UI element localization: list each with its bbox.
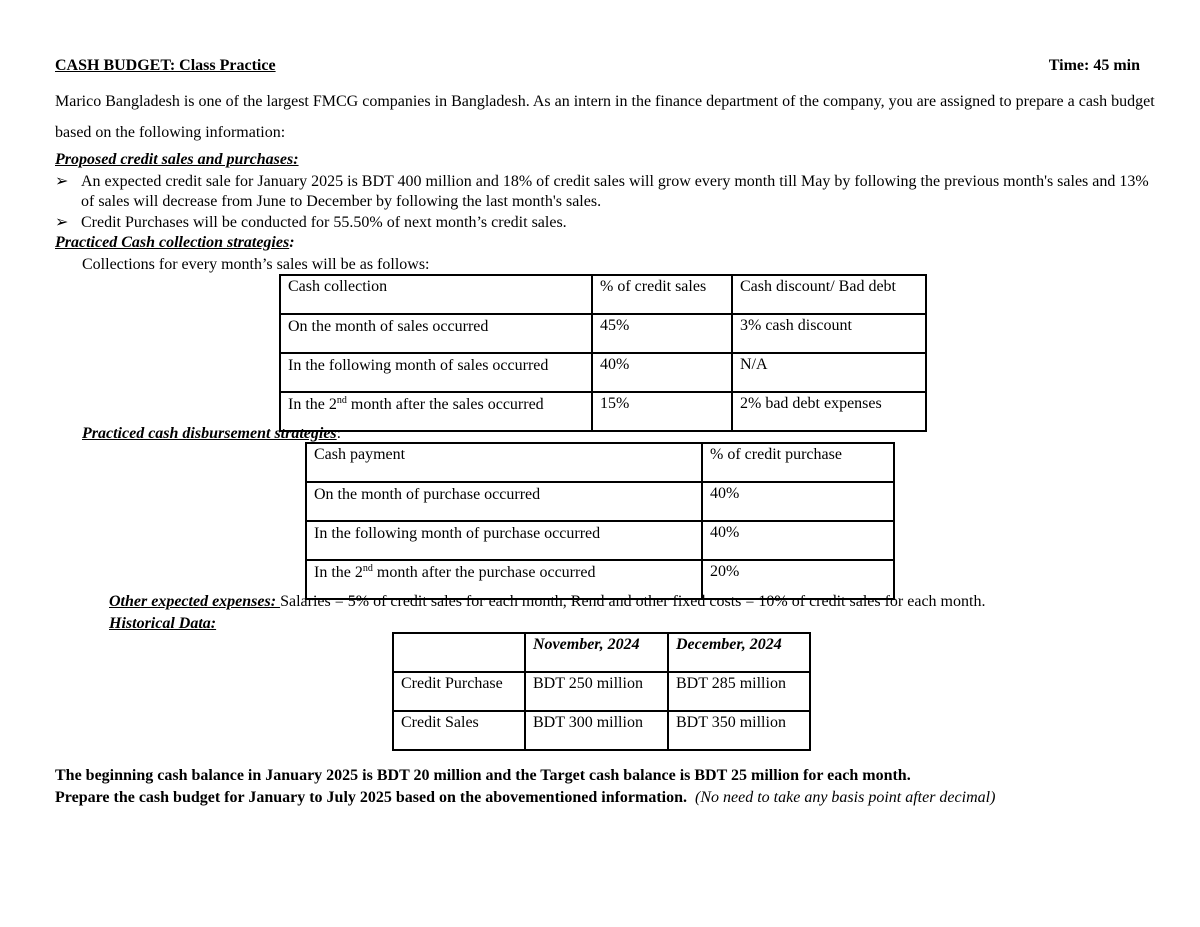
table-header-cell: November, 2024: [525, 633, 668, 672]
table-header-row: [393, 633, 810, 672]
table-cell: BDT 300 million: [525, 711, 668, 750]
historical-heading: Historical Data:: [109, 615, 217, 632]
table-cell: 2% bad debt expenses: [732, 392, 926, 431]
table-header-cell: [393, 633, 525, 672]
table-row: [280, 353, 926, 392]
table-header-cell: Cash discount/ Bad debt: [732, 275, 926, 314]
arrow-bullet-icon: ➢: [55, 173, 69, 190]
table-cell: 40%: [702, 482, 894, 521]
footer-instruction-line: [55, 789, 995, 807]
table-cell: N/A: [732, 353, 926, 392]
footer-balance-line: The beginning cash balance in January 2025 is BDT 20 million and the Target cash balance is BDT 25 million for each month.: [55, 767, 911, 784]
cell-text: On the month of purchase occurred: [314, 486, 541, 503]
collection-heading-text: Practiced Cash collection strategies: [55, 234, 290, 251]
table-row: [280, 392, 926, 431]
table-cell: 15%: [592, 392, 732, 431]
table-cell: 3% cash discount: [732, 314, 926, 353]
table-row: [306, 521, 894, 560]
table-cell: BDT 250 million: [525, 672, 668, 711]
table-header-cell: December, 2024: [668, 633, 810, 672]
table-cell: Credit Purchase: [393, 672, 525, 711]
table-header-cell: Cash collection: [280, 275, 592, 314]
table-cell: 40%: [702, 521, 894, 560]
disbursement-table: [305, 442, 895, 600]
other-expenses-text: Salaries = 5% of credit sales for each month, Rend and other fixed costs = 10% of credit sales for each month.: [280, 593, 986, 610]
table-cell: [306, 482, 702, 521]
table-row: [393, 711, 810, 750]
cell-text: In the following month of purchase occurred: [314, 525, 601, 542]
cell-sup: nd: [336, 395, 347, 406]
table-row: [393, 672, 810, 711]
cell-text: In the following month of sales occurred: [288, 357, 549, 374]
table-cell: BDT 350 million: [668, 711, 810, 750]
table-cell: 45%: [592, 314, 732, 353]
cell-text: On the month of sales occurred: [288, 318, 489, 335]
historical-table: [392, 632, 811, 751]
cell-text: In the 2: [288, 396, 337, 413]
collection-subtext: Collections for every month’s sales will be as follows:: [82, 256, 430, 273]
disbursement-heading: [82, 425, 341, 443]
table-row: [280, 314, 926, 353]
bullet-text: Credit Purchases will be conducted for 55.50% of next month’s credit sales.: [81, 214, 567, 231]
time-limit: Time: 45 min: [1048, 57, 1140, 74]
table-header-cell: % of credit purchase: [702, 443, 894, 482]
table-cell: [280, 353, 592, 392]
disbursement-heading-text: Practiced cash disbursement strategies: [82, 425, 337, 442]
collection-heading-colon: :: [289, 234, 295, 251]
table-header-row: [280, 275, 926, 314]
other-expenses-heading: Other expected expenses:: [109, 593, 281, 610]
proposed-heading: Proposed credit sales and purchases:: [55, 151, 299, 168]
table-header-row: [306, 443, 894, 482]
table-row: [306, 482, 894, 521]
cell-text: In the 2: [314, 564, 363, 581]
bullet-text: An expected credit sale for January 2025 is BDT 400 million and 18% of credit sales will grow every month till May by following the previous month's sales and 13% of sales will decrease from June to December by following the last month's sales.: [81, 173, 1149, 210]
table-cell: [306, 521, 702, 560]
footer-instruction-text: Prepare the cash budget for January to July 2025 based on the abovementioned information.: [55, 789, 688, 806]
cell-sup: nd: [362, 563, 373, 574]
collection-heading: [55, 234, 295, 252]
footer-note: (No need to take any basis point after decimal): [695, 789, 996, 806]
other-expenses: [109, 593, 985, 611]
document-title: CASH BUDGET: Class Practice: [55, 57, 276, 74]
disbursement-heading-colon: :: [336, 425, 342, 442]
table-cell: Credit Sales: [393, 711, 525, 750]
table-cell: 20%: [702, 560, 894, 599]
cell-text: month after the sales occurred: [346, 396, 544, 413]
arrow-bullet-icon: ➢: [55, 214, 69, 231]
table-cell: BDT 285 million: [668, 672, 810, 711]
intro-paragraph: Marico Bangladesh is one of the largest FMCG companies in Bangladesh. As an intern in the finance department of the company, you are assigned to prepare a cash budget based on the following information:: [55, 93, 1155, 141]
table-header-cell: % of credit sales: [592, 275, 732, 314]
collection-table: [279, 274, 927, 432]
table-cell: [280, 314, 592, 353]
cell-text: month after the purchase occurred: [372, 564, 596, 581]
table-header-cell: Cash payment: [306, 443, 702, 482]
table-cell: 40%: [592, 353, 732, 392]
